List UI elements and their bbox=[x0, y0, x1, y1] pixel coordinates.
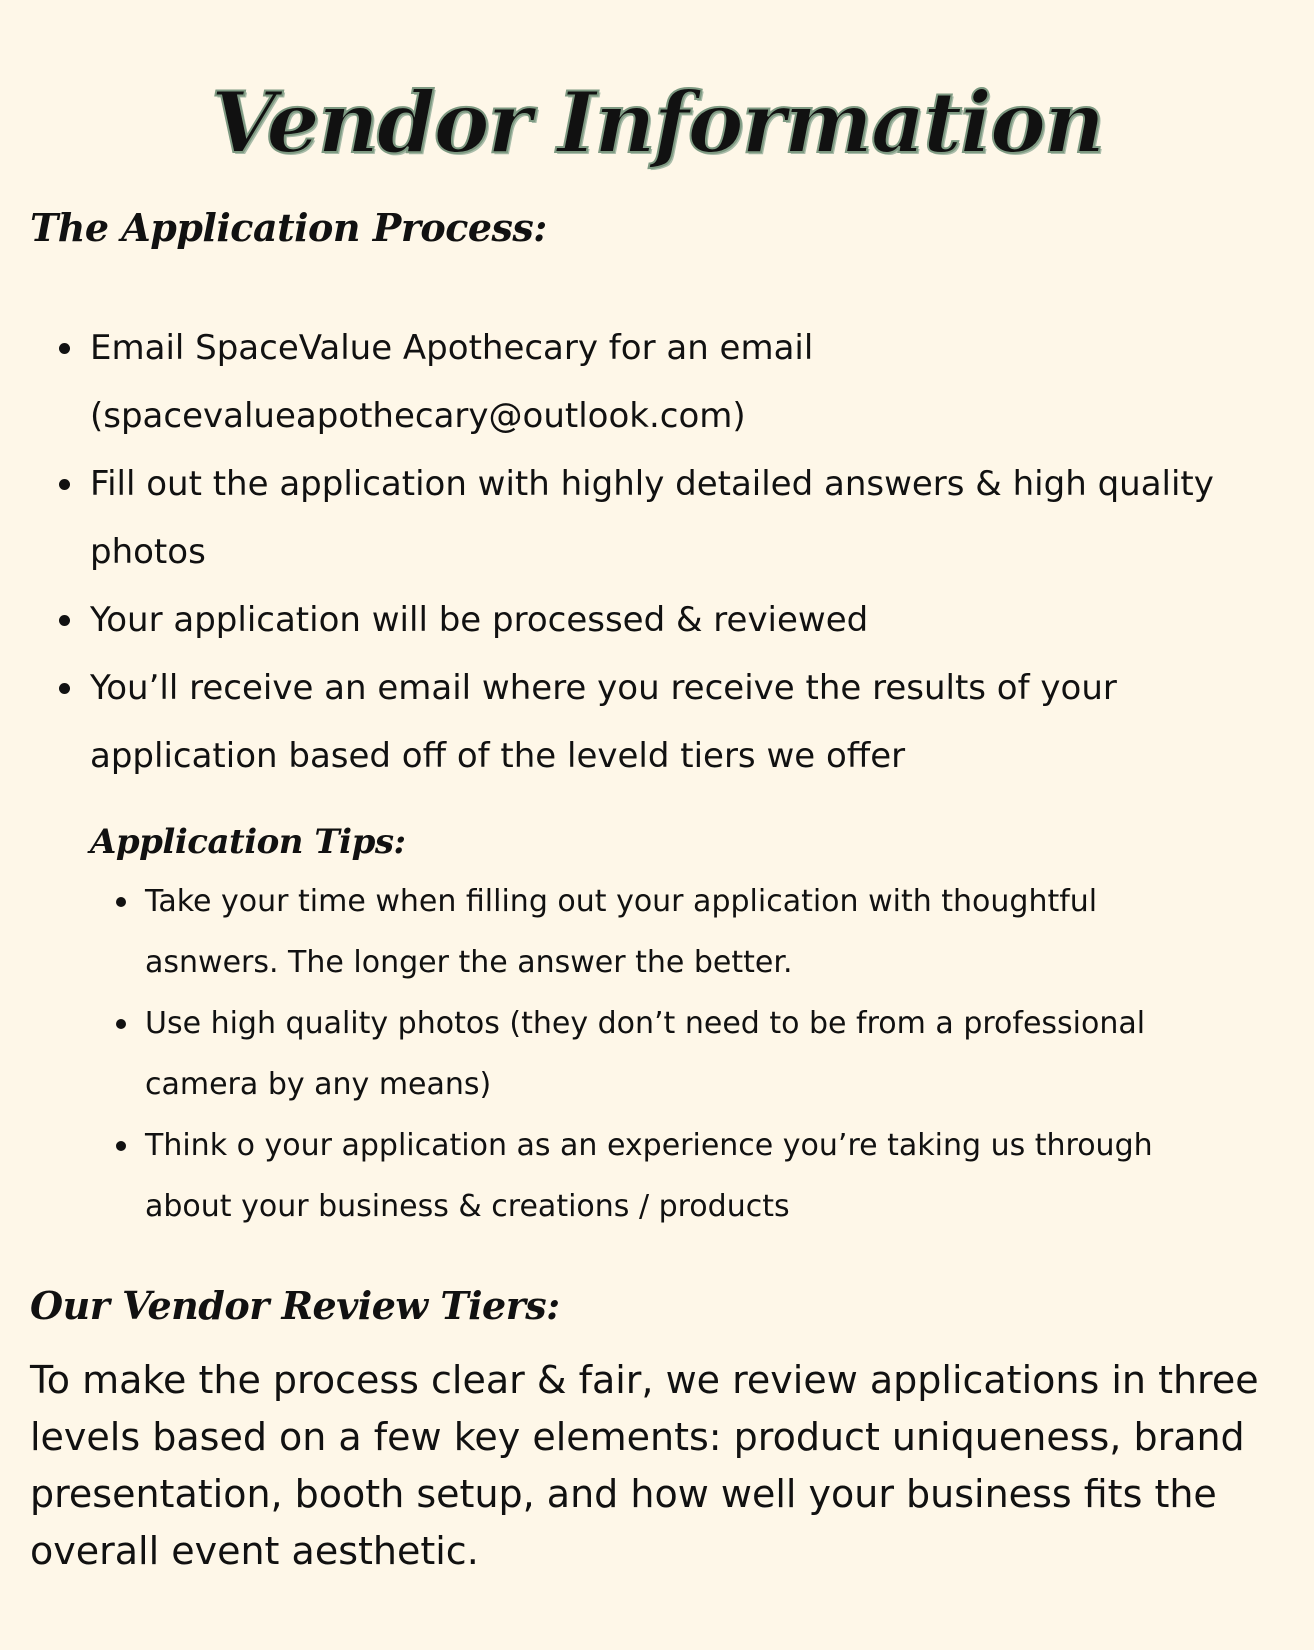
page-title: Vendor Information bbox=[210, 73, 1104, 172]
list-item-text: Your application will be processed & reviewed bbox=[90, 600, 869, 640]
bullet-icon bbox=[59, 615, 70, 626]
list-item bbox=[0, 586, 1314, 654]
list-item-text: You’ll receive an email where you receive the results of your application based off of the leveld tiers we offer bbox=[90, 668, 1117, 776]
bullet-icon bbox=[116, 1141, 126, 1151]
list-item-text: Use high quality photos (they don’t need to be from a professional camera by any means) bbox=[145, 1006, 1146, 1102]
review-tiers-paragraph: To make the process clear & fair, we review applications in three levels based on a few key elements: product uniqueness, brand presentation, booth setup, and how well your business fits the overall event aesthetic. bbox=[30, 1358, 1259, 1573]
list-item bbox=[0, 314, 1314, 450]
list-item bbox=[0, 450, 1314, 586]
application-tips-heading: Application Tips: bbox=[90, 822, 406, 862]
bullet-icon bbox=[59, 479, 70, 490]
list-item-text: Email SpaceValue Apothecary for an email (spacevalueapothecary@outlook.com) bbox=[90, 328, 814, 436]
list-item-text: Think o your application as an experience you’re taking us through about your business & creations / products bbox=[145, 1128, 1153, 1224]
application-process-list bbox=[0, 314, 1314, 790]
bullet-icon bbox=[116, 1019, 126, 1029]
application-process-heading: The Application Process: bbox=[30, 205, 547, 250]
list-item bbox=[0, 871, 1314, 993]
list-item bbox=[0, 1115, 1314, 1237]
bullet-icon bbox=[59, 343, 70, 354]
list-item-text: Take your time when filling out your application with thoughtful asnwers. The longer the answer the better. bbox=[145, 884, 1098, 980]
list-item bbox=[0, 993, 1314, 1115]
list-item-text: Fill out the application with highly detailed answers & high quality photos bbox=[90, 464, 1214, 572]
bullet-icon bbox=[116, 897, 126, 907]
application-tips-list bbox=[0, 871, 1314, 1237]
bullet-icon bbox=[59, 683, 70, 694]
review-tiers-heading: Our Vendor Review Tiers: bbox=[30, 1283, 560, 1328]
list-item bbox=[0, 654, 1314, 790]
